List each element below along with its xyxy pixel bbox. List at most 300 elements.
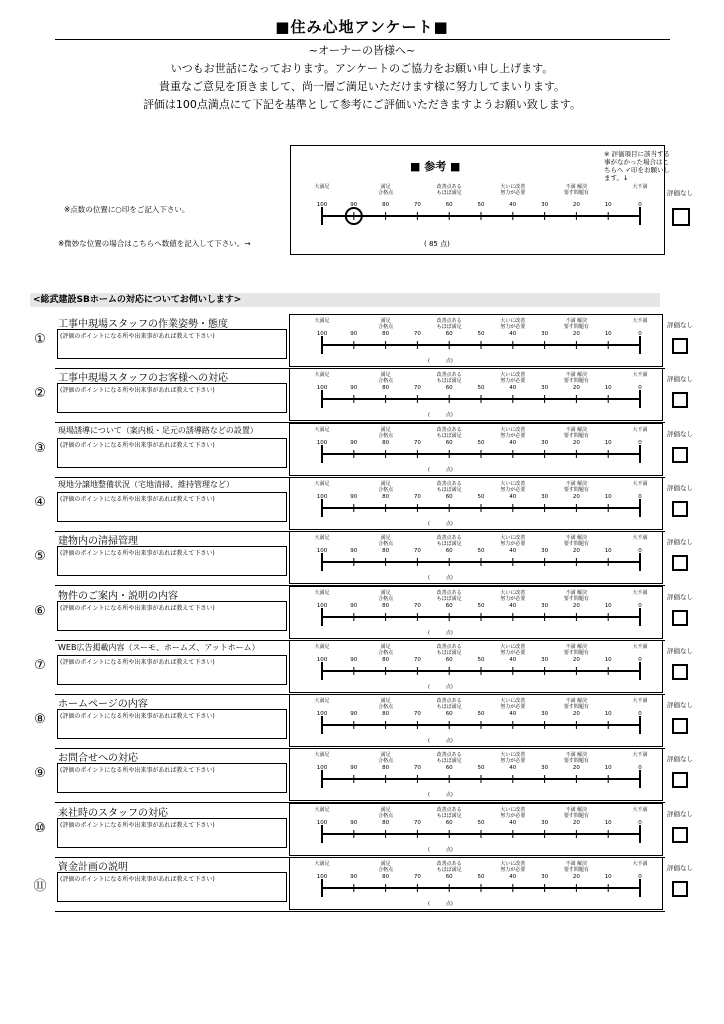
scale-label: 満足 合格点 [378, 372, 394, 385]
scale-number: 10 [604, 548, 612, 555]
comment-field[interactable]: (評価のポイントになる所や出来事があれば教えて下さい) [57, 492, 287, 522]
intro-line-3: 評価は100点満点にて下記を基準として参考にご評価いただきますようお願い致します。 [142, 98, 582, 111]
scale-number: 30 [541, 202, 549, 208]
score-value-field[interactable]: ( 点) [428, 412, 453, 419]
scale-number: 90 [350, 765, 358, 772]
scale-number: 60 [445, 331, 453, 337]
na-label: 評価なし [667, 321, 693, 329]
scale-number: 10 [604, 602, 612, 609]
scale-number: 100 [316, 765, 328, 772]
scale-label: 大満足 [314, 643, 330, 650]
scale-number: 60 [445, 493, 453, 500]
na-checkbox[interactable] [672, 555, 688, 571]
comment-field[interactable]: (評価のポイントになる所や出来事があれば教えて下さい) [57, 763, 287, 793]
scale-number: 80 [382, 439, 390, 446]
scale-number: 50 [477, 439, 485, 446]
scale-label: 大満足 [314, 480, 330, 487]
scale-label: 不満 解決 要す問題有 [563, 372, 589, 385]
score-value-field[interactable]: ( 点) [428, 846, 453, 853]
scale-number: 90 [350, 656, 358, 663]
scale-number: 30 [541, 385, 549, 392]
scale-number: 10 [604, 202, 612, 208]
section-heading: <総武建設SBホームの対応についてお伺いします> [30, 293, 660, 307]
scale-label: 大不満 [632, 752, 648, 759]
scale-number: 70 [413, 765, 421, 772]
intro-line-2: 貴重なご意見を頂きまして、尚一層ご満足いただけます様に努力してまいります。 [159, 80, 565, 93]
na-checkbox[interactable] [672, 610, 688, 626]
scale-number: 100 [316, 385, 328, 392]
scale-number: 30 [541, 656, 549, 663]
scale-number: 0 [638, 819, 642, 826]
scale-number: 40 [509, 711, 517, 718]
scale-number: 100 [316, 711, 328, 718]
scale-label: 大いに改善 努力が必要 [500, 535, 526, 548]
scale-label: 不満 解決 要す問題有 [563, 184, 589, 196]
scale-line[interactable] [290, 607, 664, 631]
scale-number: 80 [382, 548, 390, 555]
scale-number: 90 [350, 874, 358, 880]
na-label: 評価なし [667, 538, 693, 547]
scale-number: 40 [509, 202, 517, 208]
scale-number: 40 [509, 493, 517, 500]
scale-number: 40 [509, 439, 517, 446]
scale-label: 改善点ある もほぼ満足 [436, 426, 462, 439]
question-label: 工事中現場スタッフの作業姿勢・態度 [58, 319, 228, 330]
rating-scale [289, 586, 663, 639]
scale-number: 10 [604, 874, 612, 880]
scale-number: 90 [350, 331, 358, 337]
scale-number: 70 [413, 439, 421, 446]
scale-number: 50 [477, 331, 485, 337]
scale-label: 改善点ある もほぼ満足 [436, 643, 462, 656]
scale-line[interactable] [290, 878, 664, 902]
scale-number: 20 [572, 602, 580, 609]
scale-number: 80 [382, 202, 390, 208]
scale-line[interactable] [290, 389, 664, 413]
scale-label: 大満足 [314, 806, 330, 813]
scale-number: 0 [638, 602, 642, 609]
scale-number: 90 [350, 711, 358, 718]
scale-number: 10 [604, 439, 612, 446]
scale-number: 60 [445, 656, 453, 663]
scale-number: 50 [477, 202, 485, 208]
scale-number: 30 [541, 765, 549, 772]
rating-scale [289, 803, 663, 856]
rating-scale [289, 368, 663, 421]
scale-number: 70 [413, 202, 421, 208]
scale-number: 60 [445, 548, 453, 555]
scale-number: 0 [638, 331, 642, 337]
question-number: ⑨ [34, 766, 46, 782]
scale-number: 20 [572, 331, 580, 337]
scale-number: 50 [477, 874, 485, 880]
scale-label: 不満 解決 要す問題有 [563, 643, 589, 656]
na-checkbox[interactable] [672, 827, 688, 843]
scale-label: 改善点ある もほぼ満足 [436, 535, 462, 548]
scale-label: 大いに改善 努力が必要 [500, 426, 526, 439]
rating-scale [289, 531, 663, 584]
na-checkbox[interactable] [672, 447, 688, 463]
scale-label: 改善点ある もほぼ満足 [436, 752, 462, 765]
score-value-field[interactable]: ( 点) [428, 466, 453, 473]
score-value-field[interactable]: ( 点) [428, 683, 453, 690]
scale-line[interactable] [290, 824, 664, 848]
scale-label: 満足 合格点 [378, 698, 394, 711]
scale-number: 40 [509, 656, 517, 663]
scale-label: 大不満 [632, 806, 648, 813]
scale-number: 60 [445, 202, 453, 208]
scale-label: 不満 解決 要す問題有 [563, 698, 589, 711]
scale-number: 50 [477, 493, 485, 500]
scale-label: 満足 合格点 [378, 806, 394, 819]
page-title: ■住み心地アンケート■ [275, 18, 449, 36]
scale-label: 大不満 [632, 589, 648, 596]
scale-number: 20 [572, 874, 580, 880]
scale-number: 40 [509, 385, 517, 392]
question-label: 現地分譲地整備状況（宅地清掃、維持管理など） [58, 479, 234, 489]
scale-number: 20 [572, 819, 580, 826]
scale-number: 40 [509, 765, 517, 772]
scale-number: 60 [445, 385, 453, 392]
score-value-field[interactable]: ( 点) [428, 520, 453, 527]
scale-number: 30 [541, 602, 549, 609]
question-label: 物件のご案内・説明の内容 [58, 590, 178, 602]
scale-number: 100 [316, 439, 328, 446]
scale-number: 70 [413, 711, 421, 718]
scale-label: 大いに改善 努力が必要 [500, 698, 526, 711]
scale-number: 60 [445, 874, 453, 880]
scale-number: 70 [413, 331, 421, 337]
scale-number: 20 [572, 548, 580, 555]
na-label: 評価なし [667, 483, 693, 492]
scale-number: 30 [541, 439, 549, 446]
na-checkbox[interactable] [672, 664, 688, 680]
scale-label: 改善点ある もほぼ満足 [436, 589, 462, 602]
scale-number: 10 [604, 385, 612, 392]
scale-number: 0 [638, 493, 642, 500]
scale-number: 0 [638, 202, 642, 208]
scale-number: 90 [350, 548, 358, 555]
scale-label: 大満足 [314, 589, 330, 596]
scale-number: 0 [638, 874, 642, 880]
scale-number: 10 [604, 711, 612, 718]
scale-line[interactable] [290, 335, 664, 359]
score-value-field[interactable]: ( 点) [428, 575, 453, 582]
intro-line-1: いつもお世話になっております。アンケートのご協力をお願い申し上げます。 [170, 62, 554, 75]
scale-label: 改善点ある もほぼ満足 [436, 372, 462, 385]
scale-number: 80 [382, 385, 390, 392]
reference-na-checkbox[interactable] [672, 208, 690, 226]
instruction-circle: ※点数の位置に○印をご記入下さい。 [64, 205, 190, 214]
scale-number: 0 [638, 711, 642, 718]
scale-line[interactable] [290, 498, 664, 522]
scale-number: 80 [382, 819, 390, 826]
na-label: 評価なし [667, 375, 693, 384]
question-label: 建物内の清掃管理 [58, 536, 138, 548]
instruction-value: ※微妙な位置の場合はこちらへ数値を記入して下さい。→ [58, 239, 251, 248]
rating-scale [289, 423, 663, 476]
na-label: 評価なし [667, 646, 693, 655]
scale-label: 大満足 [314, 698, 330, 705]
scale-label: 大満足 [314, 535, 330, 542]
scale-label: 改善点ある もほぼ満足 [436, 698, 462, 711]
scale-number: 10 [604, 765, 612, 772]
scale-label: 満足 合格点 [378, 589, 394, 602]
scale-number: 100 [316, 874, 328, 880]
scale-number: 70 [413, 548, 421, 555]
scale-label: 満足 合格点 [378, 318, 394, 330]
scale-label: 満足 合格点 [378, 752, 394, 765]
scale-label: 大不満 [632, 318, 648, 324]
scale-number: 30 [541, 548, 549, 555]
na-label: 評価なし [667, 701, 693, 710]
scale-number: 100 [316, 493, 328, 500]
scale-label: 改善点ある もほぼ満足 [436, 861, 462, 873]
scale-number: 10 [604, 656, 612, 663]
rating-scale [289, 857, 663, 910]
scale-number: 50 [477, 765, 485, 772]
scale-label: 大いに改善 努力が必要 [500, 318, 526, 330]
question-label: お問合せへの対応 [58, 753, 138, 765]
reference-value-example: ( 85 点) [424, 240, 450, 248]
question-label: ホームページの内容 [58, 699, 148, 711]
scale-number: 20 [572, 765, 580, 772]
scale-label: 満足 合格点 [378, 184, 394, 196]
na-label: 評価なし [667, 864, 693, 872]
rating-scale [289, 748, 663, 801]
na-checkbox[interactable] [672, 881, 688, 897]
scale-label: 改善点ある もほぼ満足 [436, 806, 462, 819]
score-value-field[interactable]: ( 点) [428, 358, 453, 364]
scale-number: 70 [413, 819, 421, 826]
scale-number: 0 [638, 439, 642, 446]
scale-line[interactable] [290, 206, 664, 230]
na-checkbox[interactable] [672, 338, 688, 354]
scale-number: 60 [445, 765, 453, 772]
scale-label: 改善点ある もほぼ満足 [436, 318, 462, 330]
scale-number: 90 [350, 385, 358, 392]
scale-number: 10 [604, 331, 612, 337]
scale-number: 80 [382, 711, 390, 718]
scale-number: 40 [509, 602, 517, 609]
scale-label: 不満 解決 要す問題有 [563, 480, 589, 493]
scale-number: 30 [541, 874, 549, 880]
comment-field[interactable]: (評価のポイントになる所や出来事があれば教えて下さい) [57, 546, 287, 576]
scale-number: 30 [541, 819, 549, 826]
scale-line[interactable] [290, 661, 664, 685]
scale-line[interactable] [290, 769, 664, 793]
scale-number: 80 [382, 656, 390, 663]
comment-field[interactable]: (評価のポイントになる所や出来事があれば教えて下さい) [57, 655, 287, 685]
scale-number: 40 [509, 331, 517, 337]
question-label: WEB広告掲載内容（スーモ、ホームズ、アットホーム） [58, 642, 260, 652]
scale-number: 20 [572, 711, 580, 718]
na-checkbox[interactable] [672, 501, 688, 517]
scale-number: 50 [477, 385, 485, 392]
scale-label: 大満足 [314, 184, 330, 190]
scale-label: 大満足 [314, 372, 330, 379]
scale-number: 90 [350, 602, 358, 609]
scale-number: 100 [316, 819, 328, 826]
scale-label: 大不満 [632, 426, 648, 433]
reference-note: ※ 評価項目に該当する事がなかった場合はこちらへ ✓印をお願いします。↓ [604, 150, 671, 182]
page-subtitle: ~オーナーの皆様へ~ [308, 44, 416, 57]
scale-number: 70 [413, 656, 421, 663]
score-value-field[interactable]: ( 点) [428, 629, 453, 636]
question-number: ⑥ [34, 603, 46, 619]
scale-number: 90 [350, 439, 358, 446]
question-label: 資金計画の説明 [58, 862, 128, 873]
scale-number: 40 [509, 819, 517, 826]
scale-label: 大不満 [632, 643, 648, 650]
scale-number: 20 [572, 385, 580, 392]
na-checkbox[interactable] [672, 718, 688, 734]
scale-label: 大不満 [632, 480, 648, 487]
scale-label: 大不満 [632, 861, 648, 867]
scale-number: 70 [413, 602, 421, 609]
scale-number: 70 [413, 874, 421, 880]
score-value-field[interactable]: ( 点) [428, 738, 453, 745]
question-number: ④ [34, 494, 46, 510]
scale-label: 大不満 [632, 372, 648, 379]
na-label: 評価なし [667, 809, 693, 818]
comment-field[interactable]: (評価のポイントになる所や出来事があれば教えて下さい) [57, 329, 287, 359]
scale-number: 80 [382, 874, 390, 880]
scale-label: 大いに改善 努力が必要 [500, 589, 526, 602]
scale-number: 20 [572, 202, 580, 208]
scale-label: 大いに改善 努力が必要 [500, 861, 526, 873]
scale-label: 改善点ある もほぼ満足 [436, 480, 462, 493]
scale-number: 0 [638, 548, 642, 555]
scale-label: 不満 解決 要す問題有 [563, 861, 589, 873]
scale-number: 80 [382, 331, 390, 337]
comment-field[interactable]: (評価のポイントになる所や出来事があれば教えて下さい) [57, 872, 287, 902]
question-number: ⑩ [34, 820, 46, 836]
rating-scale [289, 477, 663, 530]
na-checkbox[interactable] [672, 772, 688, 788]
scale-label: 大不満 [632, 535, 648, 542]
comment-field[interactable]: (評価のポイントになる所や出来事があれば教えて下さい) [57, 818, 287, 848]
question-number: ⑤ [34, 549, 46, 565]
reference-na-label: 評価なし [667, 189, 693, 197]
scale-label: 大いに改善 努力が必要 [500, 752, 526, 765]
scale-number: 60 [445, 439, 453, 446]
reference-title: ■ 参考 ■ [410, 160, 461, 173]
scale-label: 満足 合格点 [378, 535, 394, 548]
scale-number: 60 [445, 602, 453, 609]
scale-line[interactable] [290, 444, 664, 468]
scale-number: 30 [541, 493, 549, 500]
comment-field[interactable]: (評価のポイントになる所や出来事があれば教えて下さい) [57, 709, 287, 739]
scale-label: 大いに改善 努力が必要 [500, 480, 526, 493]
scale-number: 40 [509, 874, 517, 880]
comment-field[interactable]: (評価のポイントになる所や出来事があれば教えて下さい) [57, 601, 287, 631]
na-label: 評価なし [667, 592, 693, 601]
scale-number: 40 [509, 548, 517, 555]
scale-label: 大いに改善 努力が必要 [500, 372, 526, 385]
question-number: ③ [34, 440, 46, 456]
scale-number: 10 [604, 493, 612, 500]
rating-scale [289, 640, 663, 693]
scale-label: 大不満 [632, 184, 648, 190]
scale-label: 不満 解決 要す問題有 [563, 589, 589, 602]
scale-label: 大いに改善 努力が必要 [500, 184, 526, 196]
question-number: ⑦ [34, 657, 46, 673]
title-divider [55, 39, 670, 40]
scale-label: 大満足 [314, 318, 330, 324]
rating-scale [289, 694, 663, 747]
scale-number: 20 [572, 493, 580, 500]
scale-label: 満足 合格点 [378, 480, 394, 493]
question-label: 来社時のスタッフの対応 [58, 807, 168, 819]
scale-label: 不満 解決 要す問題有 [563, 318, 589, 330]
scale-number: 50 [477, 548, 485, 555]
scale-number: 0 [638, 656, 642, 663]
question-number: ① [34, 332, 46, 347]
scale-number: 100 [316, 602, 328, 609]
question-label: 現場誘導について（案内板・足元の誘導路などの設置） [58, 425, 258, 435]
scale-label: 満足 合格点 [378, 643, 394, 656]
scale-number: 20 [572, 656, 580, 663]
scale-number: 100 [316, 331, 328, 337]
score-value-field[interactable]: ( 点) [428, 901, 453, 907]
scale-number: 50 [477, 711, 485, 718]
question-label: 工事中現場スタッフのお客様への対応 [58, 373, 228, 385]
scale-label: 大満足 [314, 426, 330, 433]
scale-number: 50 [477, 819, 485, 826]
scale-number: 50 [477, 602, 485, 609]
comment-field[interactable]: (評価のポイントになる所や出来事があれば教えて下さい) [57, 383, 287, 413]
comment-field[interactable]: (評価のポイントになる所や出来事があれば教えて下さい) [57, 438, 287, 468]
scale-number: 70 [413, 385, 421, 392]
scale-number: 90 [350, 202, 358, 208]
score-value-field[interactable]: ( 点) [428, 792, 453, 799]
scale-number: 60 [445, 819, 453, 826]
scale-number: 20 [572, 439, 580, 446]
scale-number: 80 [382, 765, 390, 772]
scale-line[interactable] [290, 552, 664, 576]
scale-number: 90 [350, 493, 358, 500]
na-checkbox[interactable] [672, 392, 688, 408]
scale-number: 70 [413, 493, 421, 500]
scale-label: 改善点ある もほぼ満足 [436, 184, 462, 196]
scale-label: 大いに改善 努力が必要 [500, 643, 526, 656]
scale-label: 不満 解決 要す問題有 [563, 426, 589, 439]
question-number: ⑧ [34, 712, 46, 728]
reference-scale [290, 180, 664, 240]
scale-label: 不満 解決 要す問題有 [563, 806, 589, 819]
rating-scale [289, 314, 663, 367]
scale-number: 0 [638, 385, 642, 392]
na-label: 評価なし [667, 755, 693, 764]
scale-number: 0 [638, 765, 642, 772]
scale-number: 90 [350, 819, 358, 826]
scale-label: 大満足 [314, 752, 330, 759]
scale-number: 30 [541, 331, 549, 337]
scale-label: 大満足 [314, 861, 330, 867]
question-number: ② [34, 386, 46, 402]
scale-number: 100 [316, 202, 328, 208]
scale-line[interactable] [290, 715, 664, 739]
scale-label: 大いに改善 努力が必要 [500, 806, 526, 819]
scale-number: 100 [316, 548, 328, 555]
scale-number: 80 [382, 493, 390, 500]
scale-number: 60 [445, 711, 453, 718]
scale-label: 満足 合格点 [378, 426, 394, 439]
scale-label: 大不満 [632, 698, 648, 705]
scale-label: 不満 解決 要す問題有 [563, 535, 589, 548]
scale-number: 30 [541, 711, 549, 718]
